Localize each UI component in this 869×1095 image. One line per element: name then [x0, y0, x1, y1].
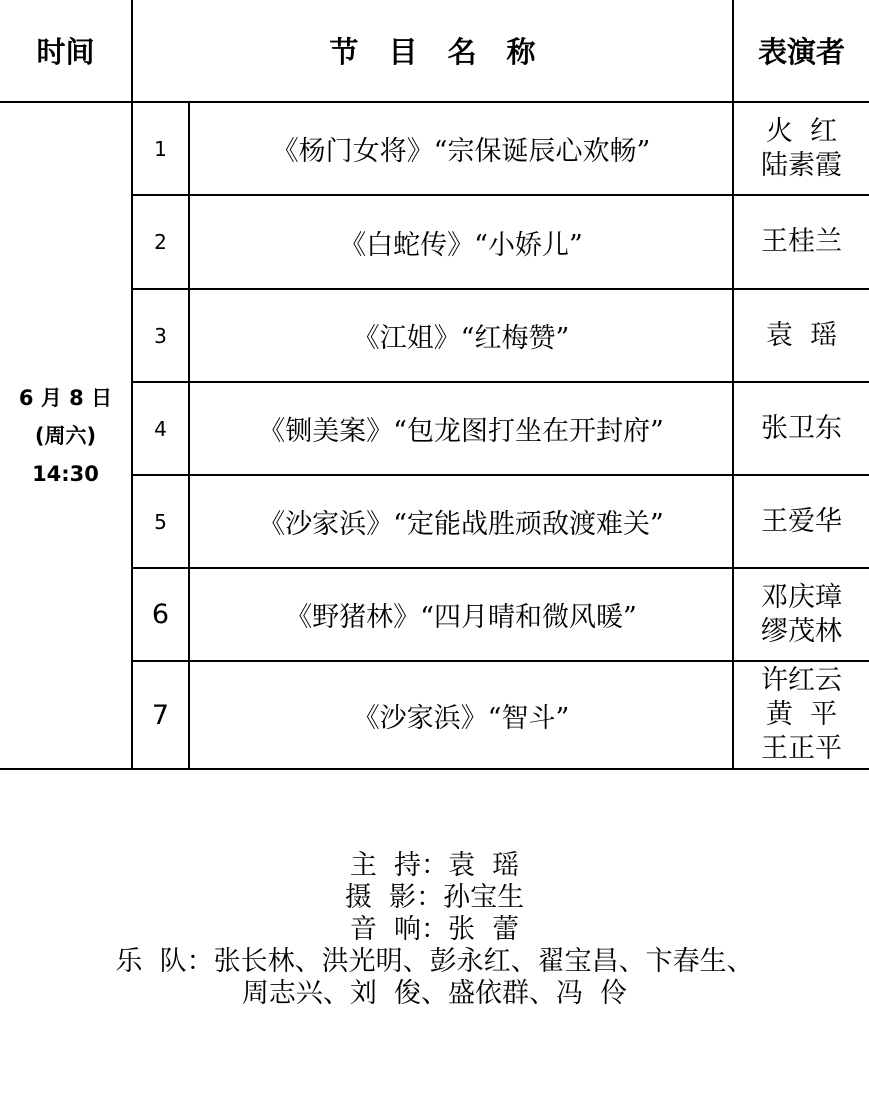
performers — [734, 476, 869, 567]
weekday: (周六) — [34, 423, 97, 448]
date: 6 月 8 日 — [18, 385, 113, 410]
clock-time: 14:30 — [32, 461, 99, 486]
credits — [0, 850, 869, 1010]
credit-band: 乐 队：张长林、洪光明、彭永红、翟宝昌、卞春生、 — [115, 946, 754, 977]
performer-name: 火 红 — [765, 115, 838, 147]
row-number: 3 — [154, 323, 167, 348]
header-performer: 表演者 — [757, 35, 845, 69]
credit-sound: 音 响：张 蕾 — [349, 914, 520, 945]
performers — [734, 383, 869, 474]
row-number: 1 — [154, 136, 167, 161]
performer-name: 缪茂林 — [761, 615, 842, 647]
performer-name: 邓庆璋 — [761, 581, 842, 613]
program-title: 《沙家浜》“定能战胜顽敌渡难关” — [258, 509, 664, 540]
row-number: 5 — [154, 509, 167, 534]
performers — [734, 290, 869, 381]
performer-name: 王正平 — [761, 733, 842, 764]
credit-host: 主 持：袁 瑶 — [349, 850, 520, 881]
row-number: 7 — [151, 699, 170, 731]
program-title: 《铡美案》“包龙图打坐在开封府” — [258, 416, 664, 447]
program-title: 《杨门女将》“宗保诞辰心欢畅” — [271, 136, 651, 167]
row-number: 6 — [151, 599, 170, 630]
program-title: 《沙家浜》“智斗” — [352, 702, 570, 734]
time-cell — [0, 103, 131, 768]
header-program-name: 节目名称 — [329, 35, 566, 69]
credit-photography: 摄 影：孙宝生 — [344, 882, 525, 913]
header-time: 时间 — [36, 35, 95, 69]
performer-name: 许红云 — [761, 665, 842, 696]
performer-name: 张卫东 — [761, 412, 842, 444]
row-number: 4 — [154, 416, 167, 441]
program-title: 《白蛇传》“小娇儿” — [339, 229, 583, 261]
performer-name: 王桂兰 — [761, 226, 842, 257]
credit-band-continued: 周志兴、刘 俊、盛依群、冯 伶 — [241, 978, 628, 1009]
program-title: 《野猪林》“四月晴和微风暖” — [285, 602, 637, 633]
performer-name: 袁 瑶 — [765, 319, 838, 351]
performers — [734, 569, 869, 660]
performer-name: 王爱华 — [761, 505, 842, 537]
program-title: 《江姐》“红梅赞” — [352, 323, 570, 354]
performers — [734, 662, 869, 768]
performer-name: 陆素霞 — [761, 149, 842, 181]
performer-name: 黄 平 — [765, 699, 838, 730]
performers — [734, 196, 869, 288]
performers — [734, 103, 869, 194]
row-number: 2 — [154, 230, 167, 254]
